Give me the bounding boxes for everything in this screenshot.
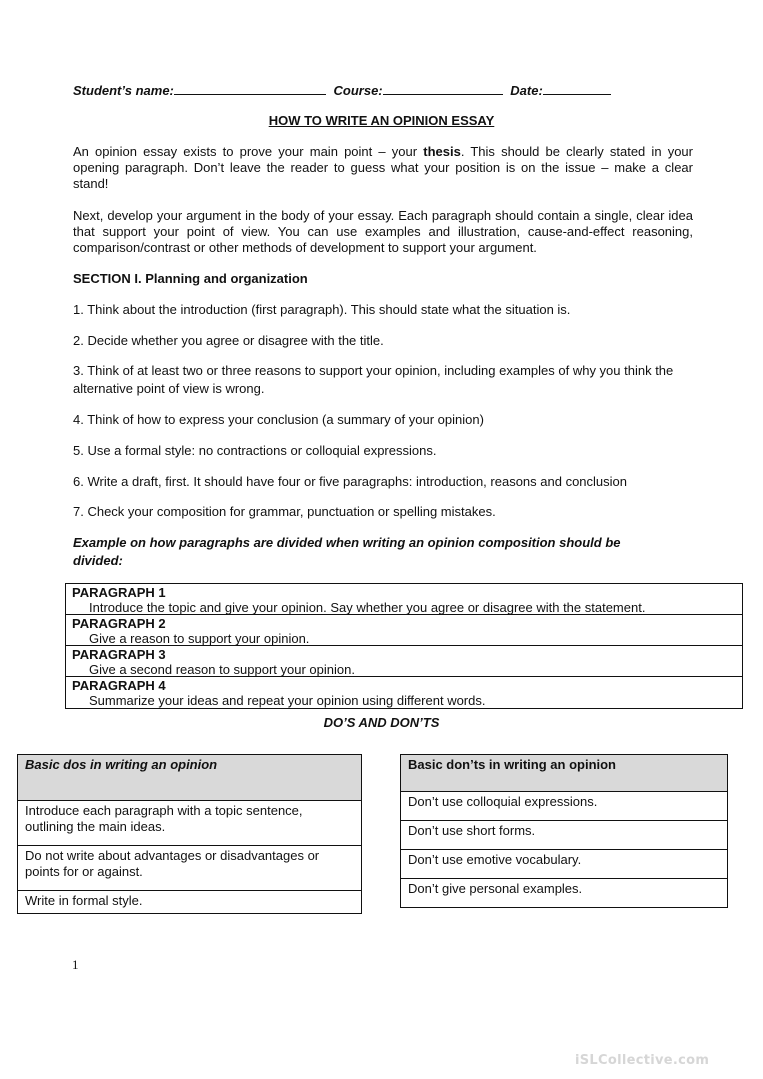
step-2: 2. Decide whether you agree or disagree with the title. (73, 333, 384, 348)
intro-p1-after: . This should be clearly stated in your opening paragraph. Don’t leave the reader to guess what your position is on the issue – make a clear stand! (73, 144, 693, 191)
intro-p1-before: An opinion essay exists to prove your main point – your (73, 144, 424, 159)
student-info-line (73, 82, 611, 98)
student-name-blank (174, 82, 326, 95)
step-3: 3. Think of at least two or three reasons to support your opinion, including examples of why you think the alternative point of view is wrong. (73, 363, 674, 396)
course-label: Course: (333, 83, 383, 98)
dos-item: Introduce each paragraph with a topic sentence, outlining the main ideas. (18, 801, 361, 846)
dos-donts-title: DO’S AND DON’TS (323, 715, 440, 730)
course-blank (383, 82, 503, 95)
date-label: Date: (510, 83, 543, 98)
paragraph-description: Give a second reason to support your opinion. (89, 662, 355, 677)
dos-box (17, 754, 362, 914)
page-title: HOW TO WRITE AN OPINION ESSAY (268, 113, 495, 128)
student-name-label: Student’s name: (73, 83, 174, 98)
dos-item: Do not write about advantages or disadvantages or points for or against. (18, 846, 361, 891)
date-blank (543, 82, 611, 95)
donts-item: Don’t use short forms. (401, 821, 727, 850)
step-7: 7. Check your composition for grammar, punctuation or spelling mistakes. (73, 504, 496, 519)
paragraph-heading: PARAGRAPH 2 (72, 616, 166, 631)
donts-item: Don’t use emotive vocabulary. (401, 850, 727, 879)
step-6: 6. Write a draft, first. It should have four or five paragraphs: introduction, reasons and conclusion (73, 474, 627, 489)
donts-item: Don’t use colloquial expressions. (401, 792, 727, 821)
paragraph-description: Give a reason to support your opinion. (89, 631, 310, 646)
paragraph-description: Summarize your ideas and repeat your opinion using different words. (89, 693, 486, 708)
step-4: 4. Think of how to express your conclusion (a summary of your opinion) (73, 412, 484, 427)
intro-paragraph-1 (73, 144, 693, 192)
page-number: 1 (72, 957, 79, 972)
paragraph-heading: PARAGRAPH 3 (72, 647, 166, 662)
donts-item: Don’t give personal examples. (408, 881, 583, 896)
section-title: SECTION I. Planning and organization (73, 271, 308, 286)
example-heading: Example on how paragraphs are divided when writing an opinion composition should be divided: (73, 535, 621, 568)
donts-header: Basic don’ts in writing an opinion (401, 755, 727, 792)
step-5: 5. Use a formal style: no contractions or colloquial expressions. (73, 443, 437, 458)
paragraph-row (66, 646, 742, 677)
intro-p1-thesis: thesis (423, 144, 461, 159)
paragraph-row (66, 615, 742, 646)
dos-header: Basic dos in writing an opinion (18, 755, 361, 801)
paragraph-row (66, 677, 742, 708)
step-1: 1. Think about the introduction (first paragraph). This should state what the situation is. (73, 302, 571, 317)
dos-item: Write in formal style. (25, 893, 143, 908)
paragraph-row (66, 584, 742, 615)
paragraph-heading: PARAGRAPH 1 (72, 585, 166, 600)
paragraph-heading: PARAGRAPH 4 (72, 678, 166, 693)
paragraph-description: Introduce the topic and give your opinion. Say whether you agree or disagree with the statement. (89, 600, 646, 615)
intro-paragraph-2: Next, develop your argument in the body of your essay. Each paragraph should contain a single, clear idea that support your point of view. You can use examples and illustration, cause-and-effect reasoning, comparison/contrast or other methods of development to support your argument. (73, 208, 693, 255)
donts-box (400, 754, 728, 908)
watermark: iSLCollective.com (575, 1053, 710, 1068)
paragraph-structure-table (65, 583, 743, 709)
